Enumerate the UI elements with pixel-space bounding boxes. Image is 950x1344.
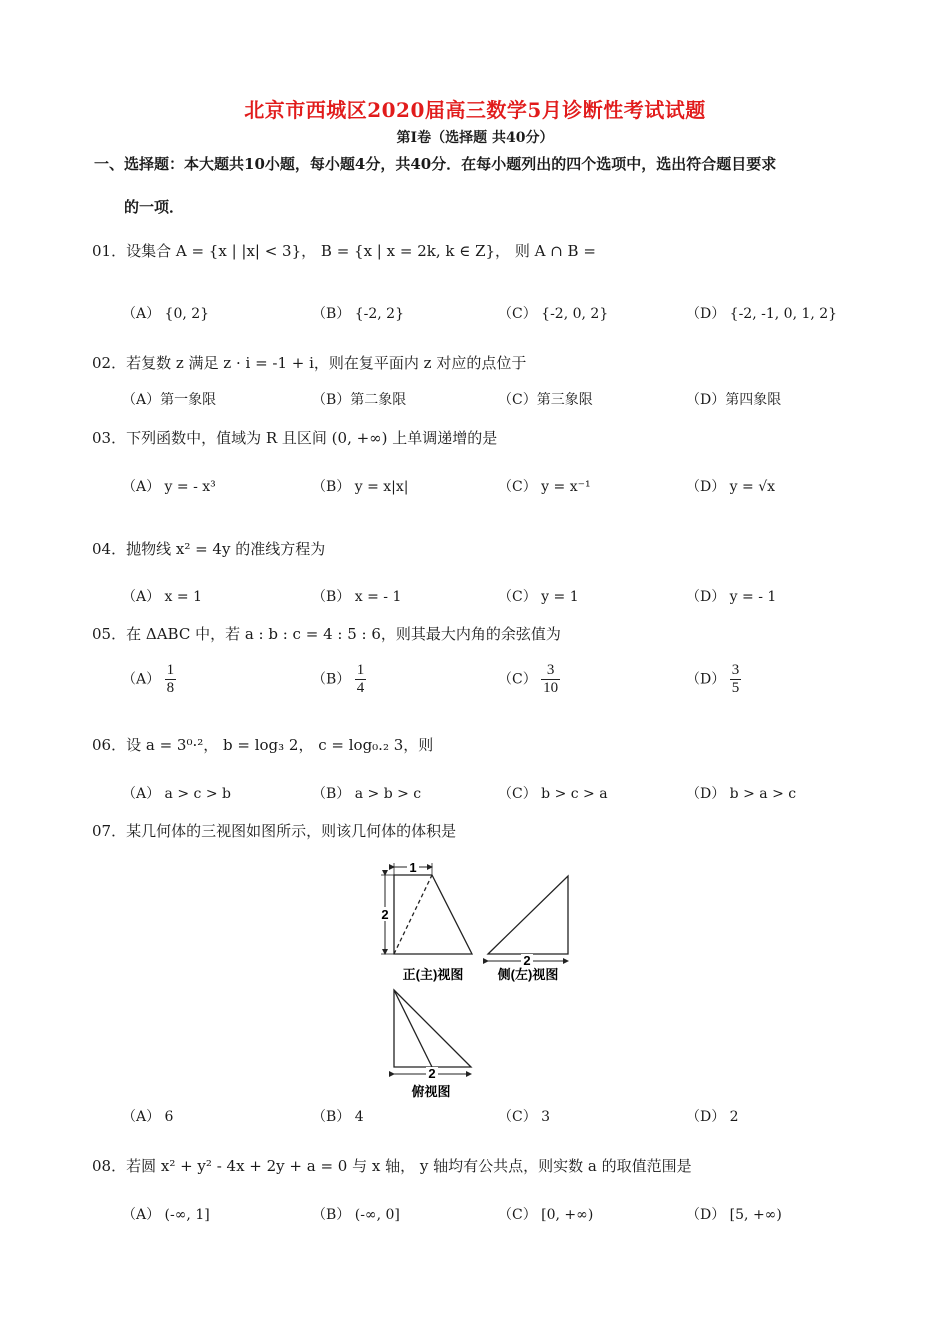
denominator: 8 [166,680,175,696]
option-b: （B） x = - 1 [312,589,402,605]
front-view [394,875,472,954]
question-stem: 03．下列函数中，值域为 R 且区间 (0, +∞) 上单调递增的是 [92,429,498,447]
option-b: （B） (-∞, 0] [312,1207,400,1223]
option-b: （B） a > b > c [312,786,422,802]
numerator: 3 [541,662,560,680]
question-stem: 01．设集合 A = {x | |x| < 3}， B = {x | x = 2k, k ∈ Z}， 则 A ∩ B = [92,242,596,260]
option-c: （C） {-2, 0, 2} [498,306,609,322]
fraction [355,662,367,697]
option-c: （C） b > c > a [498,786,608,802]
option-c: （C） [0, +∞) [498,1207,594,1223]
option-label: （A） [122,671,161,688]
option-c: （C） y = 1 [498,589,579,605]
option-label: （B） [312,671,351,688]
page-title: 北京市西城区2020届高三数学5月诊断性考试试题 [244,98,706,122]
option-label: （C） [498,671,537,688]
dimension-label: 1 [409,860,417,875]
numerator: 1 [166,662,175,678]
section-subtitle: 第Ⅰ卷（选择题 共40分） [396,130,554,146]
question-stem: 05．在 ΔABC 中，若 a : b : c = 4 : 5 : 6，则其最大内角的余弦值为 [92,625,561,643]
option-b: （B）第二象限 [312,392,407,408]
option-a: （A）第一象限 [122,392,217,408]
option-a: （A） {0, 2} [122,306,210,322]
dimension-label: 2 [381,907,389,922]
fraction [165,662,177,697]
numerator: 1 [356,662,365,678]
option-a: （A） (-∞, 1] [122,1207,210,1223]
option-a: （A） 6 [122,1109,174,1125]
option-d: （D） b > a > c [686,786,797,802]
top-view-label: 俯视图 [411,1084,451,1099]
option-b: （B） y = x|x| [312,479,409,495]
fraction [541,662,560,697]
option-b [312,662,366,697]
option-d: （D） 2 [686,1109,739,1125]
option-d: （D）第四象限 [686,392,782,408]
question-stem: 08．若圆 x² + y² - 4x + 2y + a = 0 与 x 轴， y 轴均有公共点，则实数 a 的取值范围是 [92,1157,692,1175]
question-stem: 06．设 a = 3⁰·²， b = log₃ 2， c = log₀.₂ 3，则 [92,736,434,754]
front-view-label: 正(主)视图 [402,967,464,982]
option-d: （D） {-2, -1, 0, 1, 2} [686,306,838,322]
option-a: （A） y = - x³ [122,479,216,495]
option-d: （D） y = - 1 [686,589,777,605]
three-view-figure [370,858,580,1106]
denominator: 4 [356,680,365,696]
dimension-label: 2 [428,1066,436,1081]
option-c: （C）第三象限 [498,392,593,408]
top-view [394,990,471,1067]
option-c [498,662,560,697]
question-stem: 02．若复数 z 满足 z · i = -1 + i，则在复平面内 z 对应的点位于 [92,354,527,372]
option-b: （B） {-2, 2} [312,306,404,322]
option-label: （D） [686,671,726,688]
denominator: 10 [543,680,559,696]
side-view-label: 侧(左)视图 [497,967,559,982]
option-c: （C） 3 [498,1109,551,1125]
numerator: 3 [731,662,740,678]
question-stem: 07．某几何体的三视图如图所示，则该几何体的体积是 [92,822,457,840]
side-view [488,876,568,954]
dimension-label: 2 [523,953,531,968]
option-b: （B） 4 [312,1109,364,1125]
section-instructions-line2: 的一项． [124,198,185,216]
question-stem: 04．抛物线 x² = 4y 的准线方程为 [92,540,326,558]
section-instructions-line1: 一、选择题：本大题共10小题，每小题4分，共40分．在每小题列出的四个选项中，选出符合题目要求 [94,155,777,173]
option-a: （A） a > c > b [122,786,231,802]
denominator: 5 [731,680,740,696]
option-a [122,662,176,697]
option-d: （D） y = √x [686,479,776,495]
option-a: （A） x = 1 [122,589,202,605]
option-d [686,662,741,697]
option-c: （C） y = x⁻¹ [498,479,591,495]
option-d: （D） [5, +∞) [686,1207,782,1223]
fraction [730,662,742,697]
